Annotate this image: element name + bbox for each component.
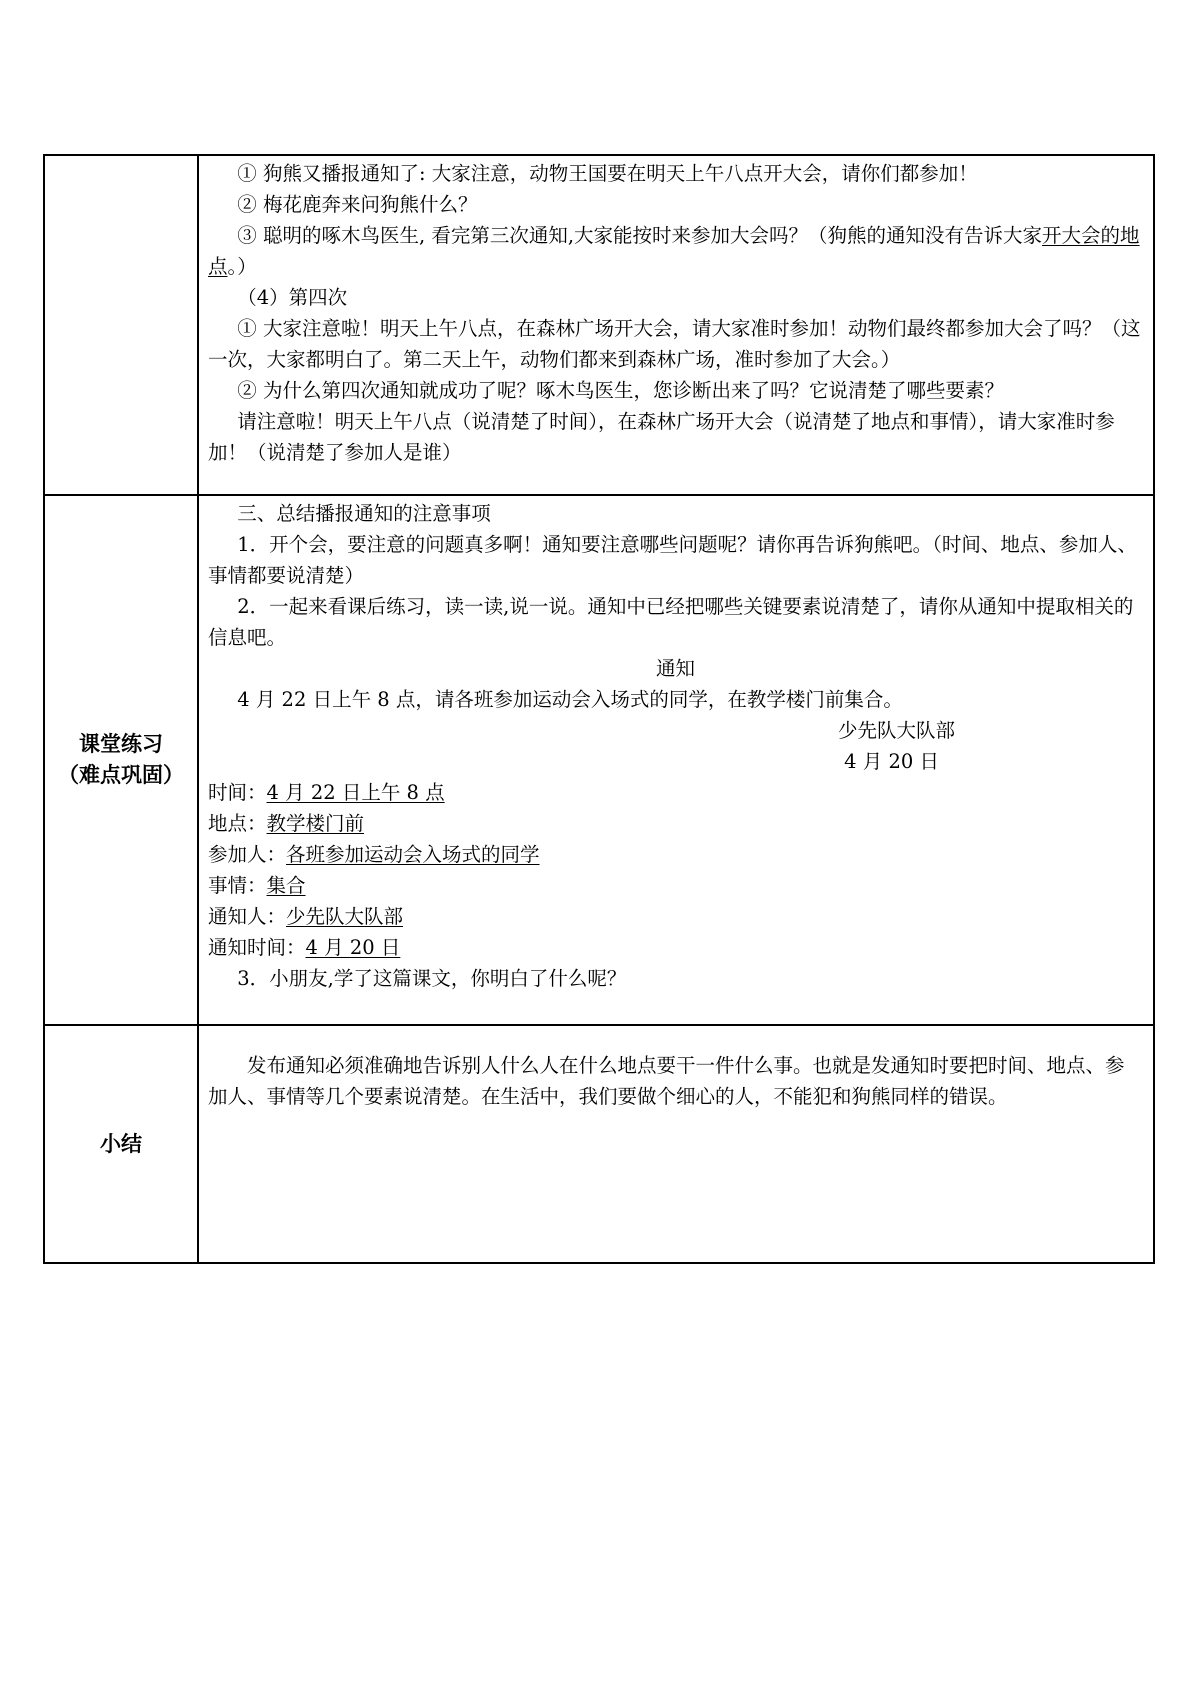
row-content-practice: [198, 495, 1154, 1025]
field-value: 教学楼门前: [266, 812, 365, 835]
field-value: 各班参加运动会入场式的同学: [286, 843, 540, 866]
table-row-fourth-notice: [44, 155, 1154, 495]
notice-body: 4 月 22 日上午 8 点，请各班参加运动会入场式的同学，在教学楼门前集合。: [237, 688, 903, 711]
notice-date: 4 月 20 日: [844, 750, 939, 773]
text-line: ② 为什么第四次通知就成功了呢？啄木鸟医生，您诊断出来了吗？它说清楚了哪些要素？: [237, 379, 1004, 402]
text-span: 。）: [227, 255, 257, 278]
field-key: 参加人：: [208, 843, 287, 866]
text-line: ① 狗熊又播报通知了: 大家注意，动物王国要在明天上午八点开大会，请你们都参加！: [237, 162, 978, 185]
field-key: 事情：: [208, 874, 267, 897]
field-notifier: [208, 901, 1143, 932]
summary-text: 发布通知必须准确地告诉别人什么人在什么地点要干一件什么事。也就是发通知时要把时间、地点、参加人、事情等几个要素说清楚。在生活中，我们要做个细心的人，不能犯和狗熊同样的错误。: [208, 1054, 1125, 1108]
question-item: 3．小朋友,学了这篇课文，你明白了什么呢？: [237, 967, 627, 990]
table-row-practice: [44, 495, 1154, 1025]
field-notice-time: [208, 932, 1143, 963]
label-line: （难点巩固）: [58, 763, 184, 787]
field-key: 通知人：: [208, 905, 287, 928]
question-item: 1．开个会，要注意的问题真多啊！通知要注意哪些问题呢？请你再告诉狗熊吧。（时间、地点、参加人、事情都要说清楚）: [208, 533, 1137, 587]
text-span: ③ 聪明的啄木鸟医生, 看完第三次通知,大家能按时来参加大会吗？（狗熊的通知没有告诉大家: [237, 224, 1043, 247]
row-label-practice: [44, 495, 198, 1025]
spacer: [208, 1028, 1143, 1050]
lesson-plan-table: [43, 154, 1155, 1264]
field-value: 4 月 20 日: [305, 936, 401, 959]
section-heading: （4）第四次: [237, 286, 348, 309]
row-label-empty: [44, 155, 198, 495]
row-content-summary: [198, 1025, 1154, 1263]
field-time: [208, 777, 1143, 808]
label-line: 课堂练习: [79, 732, 163, 756]
field-place: [208, 808, 1143, 839]
row-label-summary: 小结: [44, 1025, 198, 1263]
question-item: 2．一起来看课后练习，读一读,说一说。通知中已经把哪些关键要素说清楚了，请你从通知中提取相关的信息吧。: [208, 595, 1134, 649]
text-line: ② 梅花鹿奔来问狗熊什么？: [237, 193, 478, 216]
notice-signer: 少先队大队部: [837, 719, 955, 742]
table-row-summary: [44, 1025, 1154, 1263]
row-content-fourth-notice: [198, 155, 1154, 495]
notice-title: 通知: [655, 657, 695, 680]
field-key: 时间：: [208, 781, 267, 804]
field-key: 地点：: [208, 812, 267, 835]
text-line: ① 大家注意啦！明天上午八点，在森林广场开大会，请大家准时参加！动物们最终都参加大会了吗？（这一次，大家都明白了。第二天上午，动物们都来到森林广场，准时参加了大会。）: [208, 317, 1141, 371]
field-value: 少先队大队部: [286, 905, 404, 928]
field-event: [208, 870, 1143, 901]
text-line: [208, 220, 1143, 282]
section-heading: 三、总结播报通知的注意事项: [237, 502, 491, 525]
underlined-answer: 开大会的地点: [208, 224, 1140, 278]
field-participants: [208, 839, 1143, 870]
field-value: 集合: [266, 874, 306, 897]
field-key: 通知时间：: [208, 936, 306, 959]
text-line: 请注意啦！明天上午八点（说清楚了时间），在森林广场开大会（说清楚了地点和事情），请大家准时参加！（说清楚了参加人是谁）: [208, 410, 1115, 464]
field-value: 4 月 22 日上午 8 点: [266, 781, 445, 804]
